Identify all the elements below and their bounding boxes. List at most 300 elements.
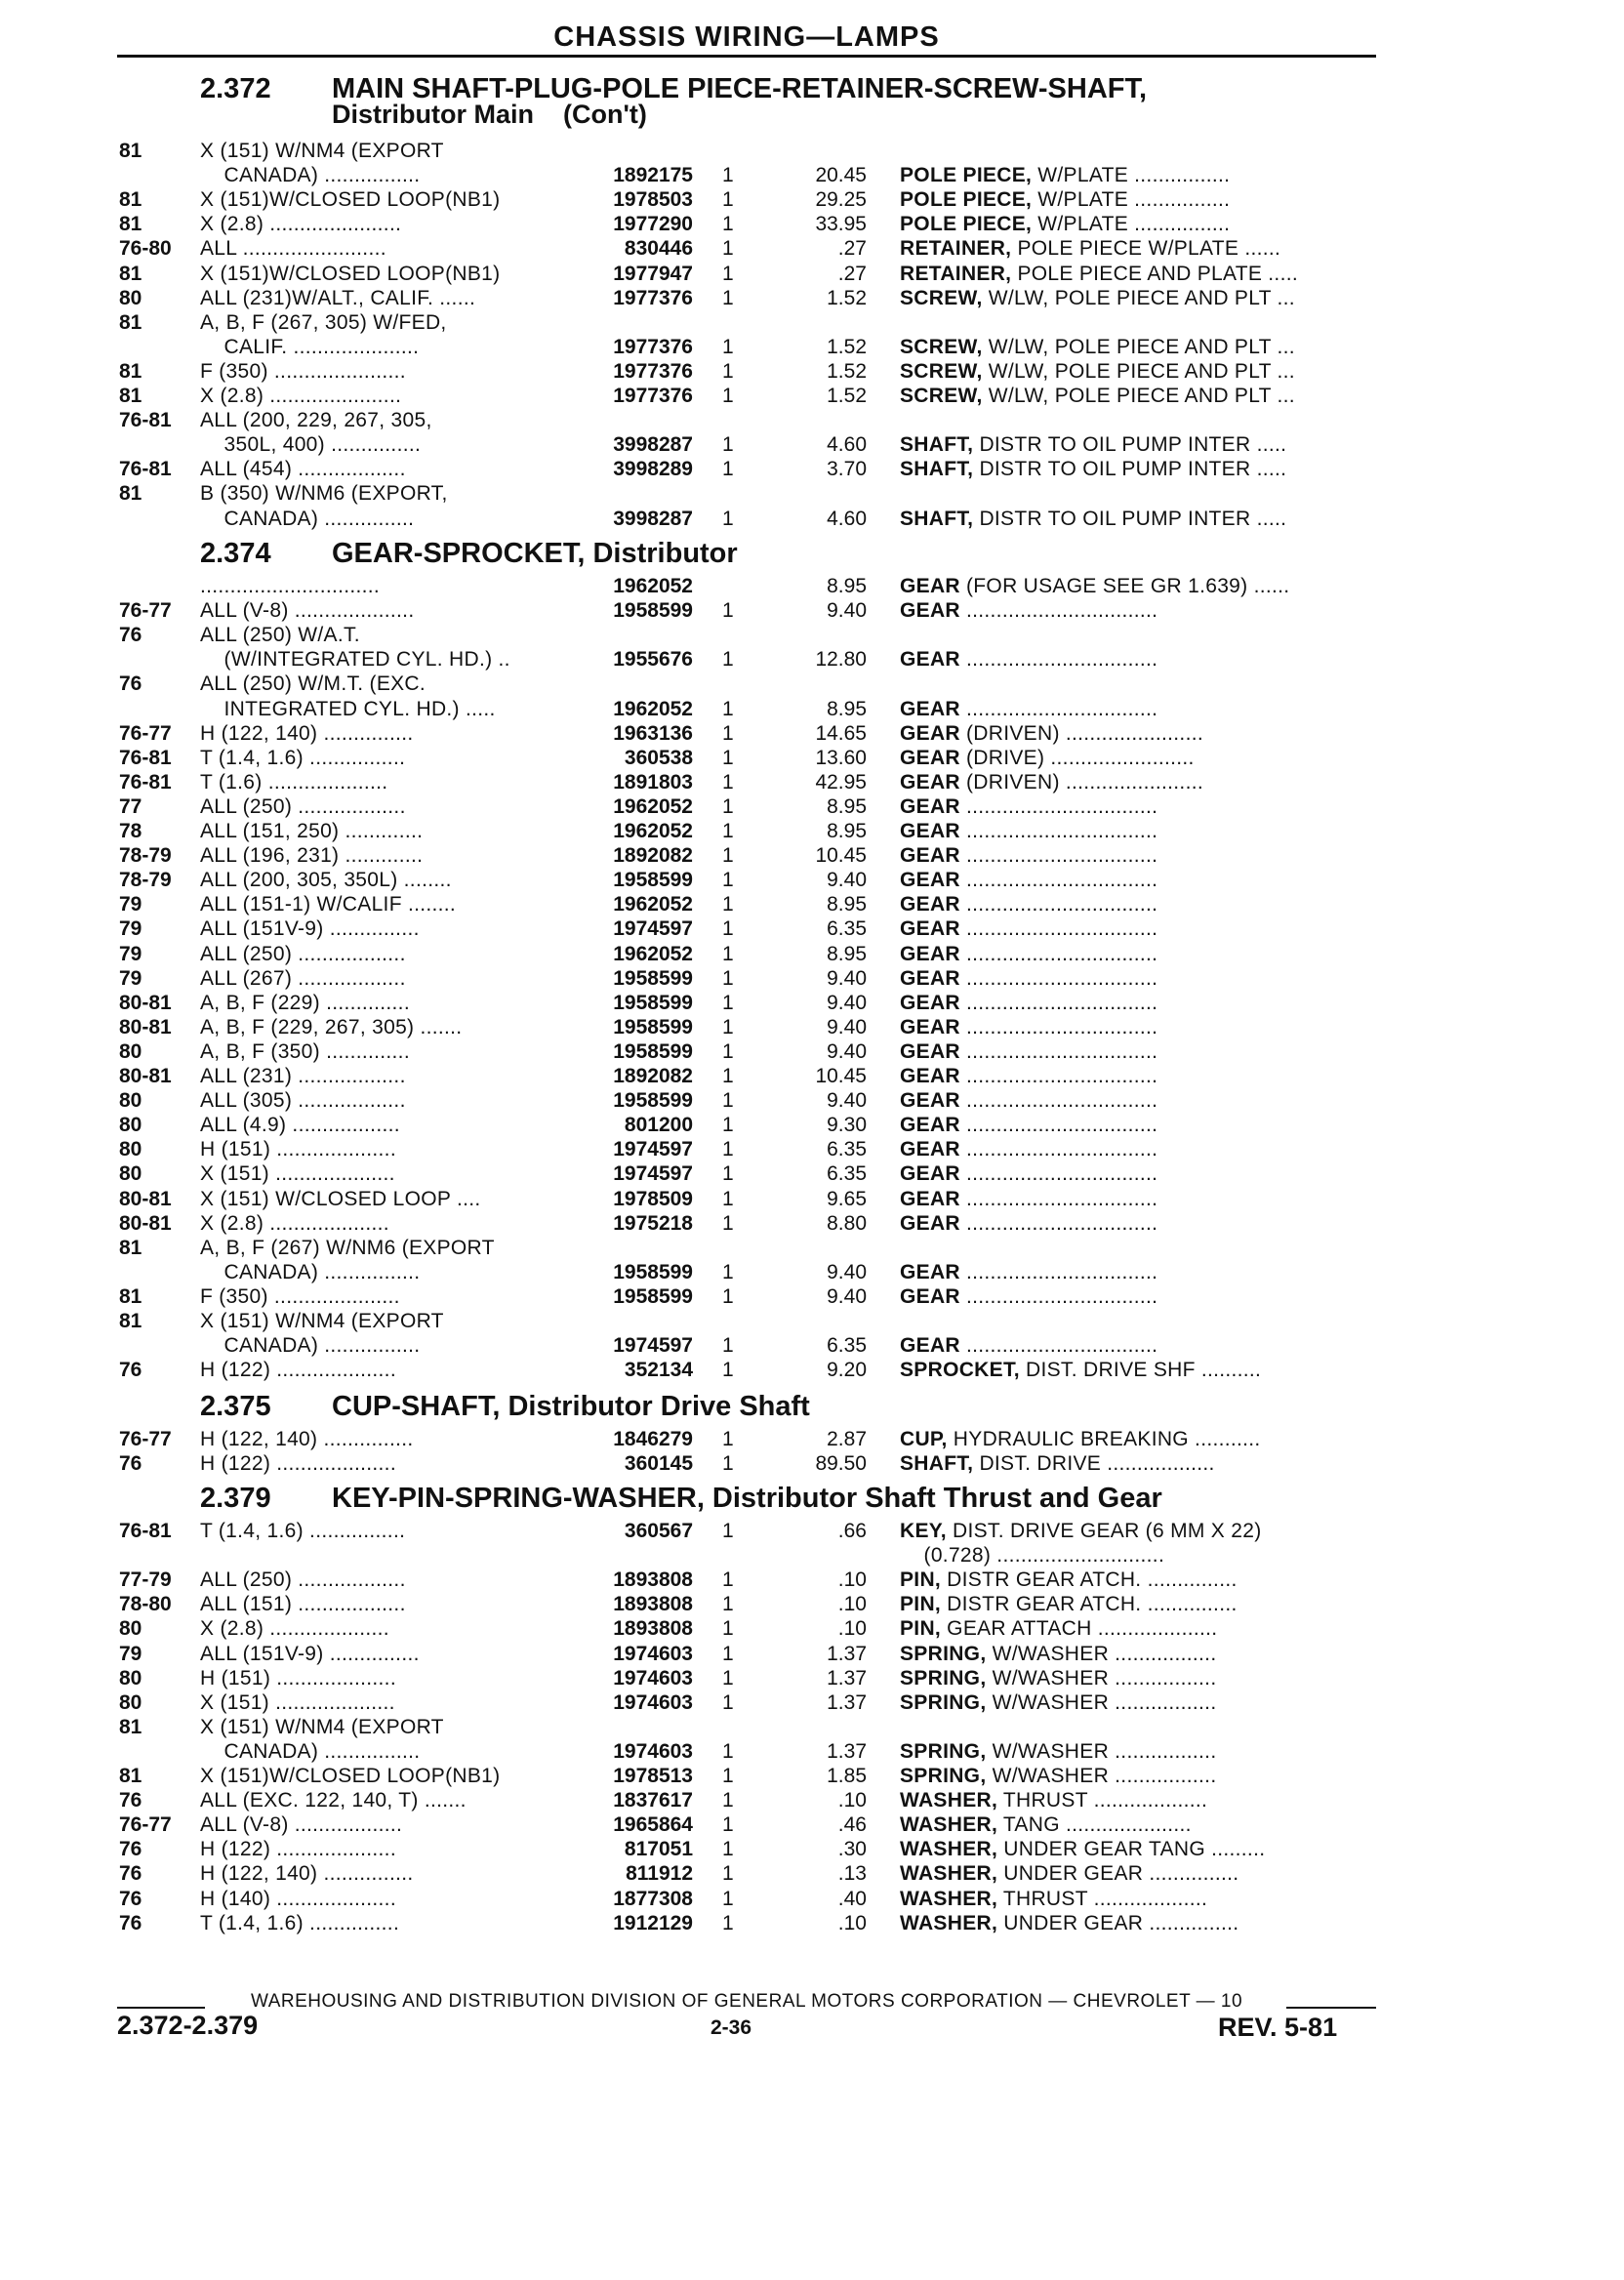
part-description xyxy=(900,1642,1378,1666)
part-detail: POLE PIECE AND PLATE ..... xyxy=(1011,262,1298,285)
model-year: 80 xyxy=(119,1617,142,1641)
price: 9.20 xyxy=(827,1359,867,1382)
model-application: X (2.8) ...................... xyxy=(200,385,402,407)
part-name: SPRING, xyxy=(900,1666,987,1690)
part-row xyxy=(0,1666,1624,1690)
section-number: 2.374 xyxy=(200,538,271,569)
part-description xyxy=(900,991,1378,1015)
part-row xyxy=(0,672,1624,696)
part-row xyxy=(0,647,1624,672)
price: .13 xyxy=(837,1862,867,1886)
part-detail: ................................ xyxy=(959,648,1158,672)
model-year: 81 xyxy=(119,1765,142,1787)
price: 6.35 xyxy=(827,1162,867,1186)
price: 9.40 xyxy=(827,966,867,990)
part-description xyxy=(900,697,1378,721)
footer-rule-right xyxy=(1286,2007,1376,2009)
part-detail: W/LW, POLE PIECE AND PLT ... xyxy=(982,335,1295,358)
model-year: 81 xyxy=(119,310,142,334)
part-description xyxy=(900,1161,1378,1186)
part-description xyxy=(900,1211,1378,1236)
part-row xyxy=(0,942,1624,966)
section-number: 2.372 xyxy=(200,73,271,104)
section-title xyxy=(200,1484,1162,1513)
part-detail: ................................ xyxy=(959,1162,1158,1186)
part-description xyxy=(900,187,1378,212)
quantity: 1 xyxy=(722,820,734,842)
price: 6.35 xyxy=(827,917,867,941)
part-detail: THRUST ................... xyxy=(997,1887,1208,1910)
price: .10 xyxy=(837,1593,867,1616)
part-name: RETAINER, xyxy=(900,237,1012,261)
part-name: GEAR xyxy=(900,893,960,916)
part-detail: W/WASHER ................. xyxy=(986,1666,1217,1690)
part-name: SPRING, xyxy=(900,1739,987,1763)
part-name: WASHER, xyxy=(900,1911,998,1934)
price: 42.95 xyxy=(815,770,867,794)
part-row xyxy=(0,507,1624,531)
model-year: 81 xyxy=(119,1236,142,1259)
model-year: 77-79 xyxy=(119,1568,172,1592)
part-description xyxy=(900,1284,1378,1309)
model-application: H (122, 140) ............... xyxy=(200,721,414,745)
model-application: ALL (200, 305, 350L) ........ xyxy=(200,869,452,892)
part-row xyxy=(0,1592,1624,1616)
quantity: 1 xyxy=(722,942,734,965)
part-number: 1978513 xyxy=(613,1765,693,1787)
part-name: GEAR xyxy=(900,1334,960,1358)
part-description xyxy=(900,359,1378,384)
quantity: 1 xyxy=(722,1666,734,1690)
price: 1.52 xyxy=(827,359,867,383)
part-name: RETAINER, xyxy=(900,262,1012,285)
part-row xyxy=(0,457,1624,481)
part-number: 1974603 xyxy=(613,1739,693,1763)
part-description xyxy=(900,1427,1378,1451)
part-row xyxy=(0,432,1624,457)
part-name: GEAR xyxy=(900,648,960,672)
part-number: 1958599 xyxy=(613,869,693,892)
part-row xyxy=(0,163,1624,187)
part-name: GEAR xyxy=(900,844,960,868)
part-description xyxy=(900,1592,1378,1616)
model-application: CANADA) ................ xyxy=(200,1334,421,1358)
part-row xyxy=(0,1333,1624,1358)
model-application: ALL (250) .................. xyxy=(200,794,406,818)
part-number: 1912129 xyxy=(613,1911,693,1934)
part-number: 817051 xyxy=(624,1838,693,1861)
part-description xyxy=(900,1666,1378,1690)
part-name: SCREW, xyxy=(900,385,983,407)
model-application: CALIF. ..................... xyxy=(200,335,420,358)
part-number: 1958599 xyxy=(613,1284,693,1308)
part-detail: UNDER GEAR ............... xyxy=(997,1911,1239,1934)
part-name: GEAR xyxy=(900,1162,960,1186)
quantity: 1 xyxy=(722,648,734,672)
model-year: 79 xyxy=(119,966,142,990)
part-row xyxy=(0,1211,1624,1236)
model-year: 79 xyxy=(119,1642,142,1665)
price: 14.65 xyxy=(815,721,867,745)
part-number: 1962052 xyxy=(613,794,693,818)
model-year: 80 xyxy=(119,1690,142,1714)
part-description xyxy=(900,1861,1378,1886)
model-application: ALL (V-8) .................... xyxy=(200,599,415,623)
section-number: 2.375 xyxy=(200,1391,271,1422)
part-description xyxy=(900,1088,1378,1113)
quantity: 1 xyxy=(722,917,734,941)
model-application: ALL (EXC. 122, 140, T) ....... xyxy=(200,1789,467,1812)
quantity: 1 xyxy=(722,1838,734,1861)
model-application: X (151)W/CLOSED LOOP(NB1) xyxy=(200,1765,501,1787)
part-detail: W/PLATE ................ xyxy=(1032,164,1231,187)
model-year: 81 xyxy=(119,1284,142,1308)
model-year: 76 xyxy=(119,1887,142,1910)
model-year: 76 xyxy=(119,624,142,647)
quantity: 1 xyxy=(722,237,734,261)
part-number: 1977376 xyxy=(613,359,693,383)
model-application: ALL (200, 229, 267, 305, xyxy=(200,409,432,432)
part-detail: (DRIVEN) ....................... xyxy=(959,770,1203,794)
part-row xyxy=(0,1451,1624,1476)
part-name: GEAR xyxy=(900,770,960,794)
model-application: H (122) .................... xyxy=(200,1359,396,1382)
price: 9.40 xyxy=(827,991,867,1014)
part-description xyxy=(900,1519,1378,1543)
part-detail: ................................ xyxy=(959,697,1158,720)
price: .46 xyxy=(837,1813,867,1837)
model-application: X (2.8) .................... xyxy=(200,1617,389,1641)
quantity: 1 xyxy=(722,1334,734,1358)
part-detail: ................................ xyxy=(959,966,1158,990)
part-name: GEAR xyxy=(900,820,960,842)
price: 1.52 xyxy=(827,335,867,358)
part-row xyxy=(0,1236,1624,1260)
part-number: 1977376 xyxy=(613,385,693,407)
price: 4.60 xyxy=(827,507,867,530)
part-detail: ................................ xyxy=(959,1334,1158,1358)
quantity: 1 xyxy=(722,893,734,916)
part-description xyxy=(900,1911,1378,1935)
model-application: ALL (231) .................. xyxy=(200,1065,406,1087)
part-row xyxy=(0,746,1624,770)
part-number: 3998287 xyxy=(613,507,693,530)
part-name: POLE PIECE, xyxy=(900,164,1033,187)
section-title xyxy=(200,539,738,568)
part-row xyxy=(0,359,1624,384)
quantity: 1 xyxy=(722,1911,734,1934)
part-number: 1893808 xyxy=(613,1593,693,1616)
part-row xyxy=(0,408,1624,432)
price: 1.85 xyxy=(827,1765,867,1787)
model-application: A, B, F (350) .............. xyxy=(200,1039,410,1063)
part-row xyxy=(0,721,1624,746)
model-year: 76 xyxy=(119,1911,142,1934)
price: 9.40 xyxy=(827,1015,867,1038)
quantity: 1 xyxy=(722,1065,734,1087)
part-number: 811912 xyxy=(626,1862,693,1886)
model-application: ALL (250) W/M.T. (EXC. xyxy=(200,672,426,696)
part-row xyxy=(0,1039,1624,1064)
part-name: WASHER, xyxy=(900,1813,998,1837)
part-number: 1975218 xyxy=(613,1211,693,1235)
part-detail: GEAR ATTACH .................... xyxy=(941,1617,1218,1641)
price: 20.45 xyxy=(815,164,867,187)
part-name: SPRING, xyxy=(900,1690,987,1714)
part-description xyxy=(900,1837,1378,1861)
model-application: X (151)W/CLOSED LOOP(NB1) xyxy=(200,188,501,212)
model-application: H (151) .................... xyxy=(200,1666,396,1690)
quantity: 1 xyxy=(722,1187,734,1210)
quantity: 1 xyxy=(722,1284,734,1308)
part-row xyxy=(0,1137,1624,1161)
quantity: 1 xyxy=(722,1015,734,1038)
part-row xyxy=(0,1543,1624,1568)
part-name: GEAR xyxy=(900,966,960,990)
part-detail: W/WASHER ................. xyxy=(986,1642,1217,1665)
part-description xyxy=(900,1543,1378,1568)
part-number: 3998287 xyxy=(613,433,693,457)
model-year: 76-81 xyxy=(119,746,172,769)
part-description xyxy=(900,236,1378,261)
part-detail: ................................ xyxy=(959,1138,1158,1161)
quantity: 1 xyxy=(722,844,734,868)
part-number: 1958599 xyxy=(613,966,693,990)
price: 1.37 xyxy=(827,1739,867,1763)
part-name: SPROCKET, xyxy=(900,1359,1020,1382)
part-description xyxy=(900,384,1378,408)
quantity: 1 xyxy=(722,1617,734,1641)
part-number: 1958599 xyxy=(613,1039,693,1063)
quantity: 1 xyxy=(722,1260,734,1283)
part-detail: ................................ xyxy=(959,599,1158,623)
model-application: ALL (250) .................. xyxy=(200,1568,406,1592)
model-application: X (2.8) ...................... xyxy=(200,213,402,236)
price: 33.95 xyxy=(815,213,867,236)
model-application: H (122) .................... xyxy=(200,1452,396,1476)
part-row xyxy=(0,574,1624,598)
model-application: X (151) .................... xyxy=(200,1162,395,1186)
model-application: H (122, 140) ............... xyxy=(200,1428,414,1450)
quantity: 1 xyxy=(722,1114,734,1137)
part-number: 1955676 xyxy=(613,648,693,672)
price: 6.35 xyxy=(827,1138,867,1161)
part-row xyxy=(0,262,1624,286)
part-detail: TANG ..................... xyxy=(997,1813,1192,1837)
part-detail: DIST. DRIVE GEAR (6 MM X 22) xyxy=(946,1520,1262,1542)
part-name: SCREW, xyxy=(900,286,983,309)
section-heading: KEY-PIN-SPRING-WASHER, Distributor Shaft Thrust and Gear xyxy=(332,1483,1162,1514)
part-row xyxy=(0,916,1624,941)
part-name: GEAR xyxy=(900,917,960,941)
part-number: 801200 xyxy=(624,1114,693,1137)
part-description xyxy=(900,1113,1378,1137)
part-name: GEAR xyxy=(900,697,960,720)
part-name: GEAR xyxy=(900,794,960,818)
part-row xyxy=(0,991,1624,1015)
quantity: 1 xyxy=(722,1089,734,1113)
part-description xyxy=(900,262,1378,286)
part-number: 352134 xyxy=(624,1359,693,1382)
part-number: 1893808 xyxy=(613,1568,693,1592)
model-application: ALL (151) .................. xyxy=(200,1593,406,1616)
price: 1.37 xyxy=(827,1690,867,1714)
part-detail: (DRIVEN) ....................... xyxy=(959,721,1203,745)
price: 8.95 xyxy=(827,820,867,842)
price: 9.65 xyxy=(827,1187,867,1210)
part-row xyxy=(0,1187,1624,1211)
price: 1.37 xyxy=(827,1666,867,1690)
model-year: 76-81 xyxy=(119,770,172,794)
part-description xyxy=(900,212,1378,236)
quantity: 1 xyxy=(722,1813,734,1837)
part-number: 1846279 xyxy=(613,1428,693,1450)
model-year: 81 xyxy=(119,385,142,407)
model-year: 80 xyxy=(119,1114,142,1137)
part-number: 1892082 xyxy=(613,844,693,868)
part-row xyxy=(0,1887,1624,1911)
part-name: PIN, xyxy=(900,1593,942,1616)
part-description xyxy=(900,1187,1378,1211)
section-heading: CUP-SHAFT, Distributor Drive Shaft xyxy=(332,1391,810,1422)
price: .66 xyxy=(837,1520,867,1542)
part-number: 1962052 xyxy=(613,942,693,965)
part-detail: W/PLATE ................ xyxy=(1032,188,1231,212)
part-number: 1978503 xyxy=(613,188,693,212)
part-detail: ................................ xyxy=(959,1065,1158,1087)
model-year: 80 xyxy=(119,286,142,309)
part-number: 1974603 xyxy=(613,1690,693,1714)
part-description xyxy=(900,1788,1378,1812)
part-name: PIN, xyxy=(900,1617,942,1641)
part-name: GEAR xyxy=(900,942,960,965)
part-description xyxy=(900,721,1378,746)
quantity: 1 xyxy=(722,991,734,1014)
part-name: SCREW, xyxy=(900,335,983,358)
part-detail: (0.728) ............................ xyxy=(900,1544,1165,1568)
part-number: 1963136 xyxy=(613,721,693,745)
quantity: 1 xyxy=(722,1138,734,1161)
part-description xyxy=(900,770,1378,794)
part-number: 1965864 xyxy=(613,1813,693,1837)
part-name: GEAR xyxy=(900,869,960,892)
part-description xyxy=(900,647,1378,672)
part-name: GEAR xyxy=(900,1065,960,1087)
part-number: 1962052 xyxy=(613,893,693,916)
section-heading: GEAR-SPROCKET, Distributor xyxy=(332,538,738,569)
part-number: 1974603 xyxy=(613,1642,693,1665)
part-description xyxy=(900,598,1378,623)
model-year: 76-81 xyxy=(119,409,172,432)
quantity: 1 xyxy=(722,1359,734,1382)
model-year: 76-77 xyxy=(119,599,172,623)
part-description xyxy=(900,457,1378,481)
part-row xyxy=(0,1015,1624,1039)
model-application: A, B, F (267, 305) W/FED, xyxy=(200,310,447,334)
quantity: 1 xyxy=(722,262,734,285)
model-year: 76 xyxy=(119,1359,142,1382)
model-application: T (1.4, 1.6) ................ xyxy=(200,1520,406,1542)
model-application: X (151) .................... xyxy=(200,1690,395,1714)
part-number: 1977947 xyxy=(613,262,693,285)
part-detail: ................................ xyxy=(959,794,1158,818)
part-detail: ................................ xyxy=(959,917,1158,941)
part-description xyxy=(900,1451,1378,1476)
part-row xyxy=(0,286,1624,310)
model-application: .............................. xyxy=(200,575,381,597)
price: 4.60 xyxy=(827,433,867,457)
part-row xyxy=(0,1812,1624,1837)
quantity: 1 xyxy=(722,746,734,769)
price: 8.95 xyxy=(827,697,867,720)
quantity: 1 xyxy=(722,458,734,481)
part-detail: ................................ xyxy=(959,1015,1158,1038)
part-name: GEAR xyxy=(900,1187,960,1210)
quantity: 1 xyxy=(722,1039,734,1063)
model-year: 76 xyxy=(119,672,142,696)
quantity: 1 xyxy=(722,1887,734,1910)
model-application: T (1.4, 1.6) ............... xyxy=(200,1911,400,1934)
part-number: 1962052 xyxy=(613,575,693,597)
part-number: 1962052 xyxy=(613,697,693,720)
part-detail: ................................ xyxy=(959,820,1158,842)
part-description xyxy=(900,507,1378,531)
part-name: SHAFT, xyxy=(900,1452,974,1476)
part-number: 1877308 xyxy=(613,1887,693,1910)
part-number: 1962052 xyxy=(613,820,693,842)
part-number: 830446 xyxy=(624,237,693,261)
model-year: 79 xyxy=(119,942,142,965)
model-year: 76-77 xyxy=(119,721,172,745)
model-application: CANADA) ................ xyxy=(200,1260,421,1283)
section-number: 2.379 xyxy=(200,1483,271,1514)
part-number: 1891803 xyxy=(613,770,693,794)
part-number: 1974603 xyxy=(613,1666,693,1690)
model-year: 80-81 xyxy=(119,1065,172,1087)
part-description xyxy=(900,1039,1378,1064)
part-name: SCREW, xyxy=(900,359,983,383)
quantity: 1 xyxy=(722,385,734,407)
quantity: 1 xyxy=(722,1862,734,1886)
part-description xyxy=(900,1015,1378,1039)
part-name: SPRING, xyxy=(900,1642,987,1665)
part-number: 1977290 xyxy=(613,213,693,236)
part-detail: ................................ xyxy=(959,1260,1158,1283)
part-description xyxy=(900,868,1378,892)
part-number: 1958599 xyxy=(613,1089,693,1113)
model-application: CANADA) ................ xyxy=(200,1739,421,1763)
part-number: 1958599 xyxy=(613,599,693,623)
part-detail: W/WASHER ................. xyxy=(986,1765,1217,1787)
quantity: 1 xyxy=(722,1428,734,1450)
model-application: ALL (151, 250) ............. xyxy=(200,820,424,842)
part-row xyxy=(0,1358,1624,1382)
part-row xyxy=(0,139,1624,163)
part-description xyxy=(900,966,1378,991)
model-year: 80-81 xyxy=(119,1015,172,1038)
part-description xyxy=(900,1568,1378,1592)
model-application: ALL (151V-9) ............... xyxy=(200,917,420,941)
model-application: (W/INTEGRATED CYL. HD.) .. xyxy=(200,648,510,672)
part-number: 360538 xyxy=(624,746,693,769)
part-row xyxy=(0,1764,1624,1788)
part-description xyxy=(900,1064,1378,1088)
part-name: WASHER, xyxy=(900,1789,998,1812)
model-year: 81 xyxy=(119,1715,142,1738)
quantity: 1 xyxy=(722,1642,734,1665)
price: .10 xyxy=(837,1789,867,1812)
quantity: 1 xyxy=(722,286,734,309)
